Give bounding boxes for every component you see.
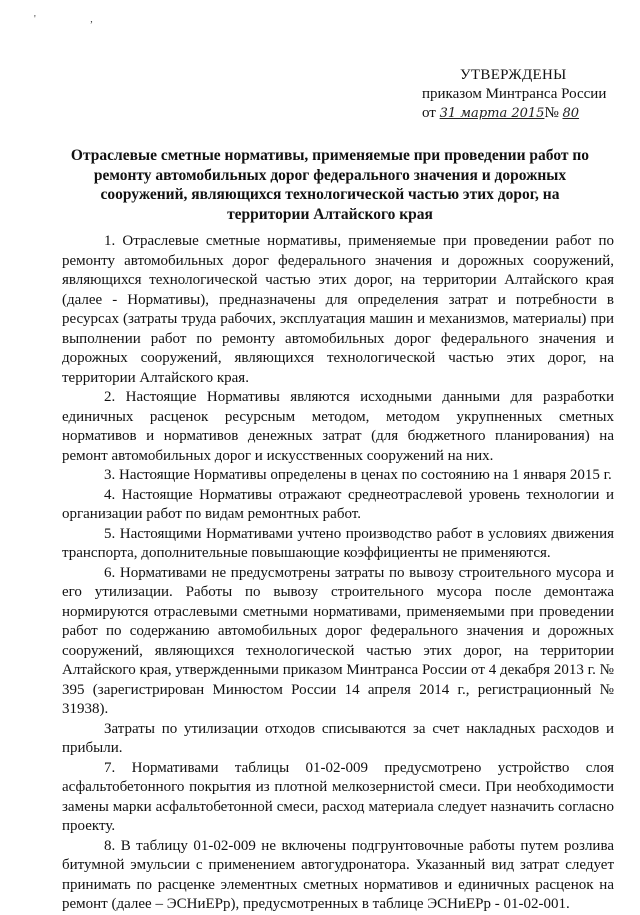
- paragraph-4: 4. Настоящие Нормативы отражают среднеотраслевой уровень технологии и организации работ по видам ремонтных работ.: [62, 486, 614, 522]
- approval-title: УТВЕРЖДЕНЫ: [460, 67, 567, 83]
- approval-order-text: приказом Минтранса России: [422, 86, 607, 102]
- approval-stamp-block: [420, 66, 620, 123]
- approval-date-line: [420, 104, 620, 123]
- paragraph-5: 5. Настоящими Нормативами учтено производство работ в условиях движения транспорта, дополнительные повышающие коэффициенты не применяются.: [62, 525, 614, 561]
- scan-specks: ' ,: [34, 14, 119, 25]
- date-prefix: от: [422, 105, 436, 121]
- number-prefix: №: [544, 105, 559, 121]
- paragraph-2: 2. Настоящие Нормативы являются исходными данными для разработки единичных расценок ресурсным методом, методом укрупненных сметных нормативов и нормативов денежных затрат (для бюджетного планирования) на ремонт автомобильных дорог и искусственных сооружений на них.: [62, 389, 614, 464]
- paragraph-3: 3. Настоящие Нормативы определены в ценах по состоянию на 1 января 2015 г.: [104, 467, 612, 483]
- handwritten-order-number: 80: [562, 106, 580, 121]
- document-title: Отраслевые сметные нормативы, применяемые при проведении работ по ремонту автомобильных дорог федерального значения и дорожных сооружений, являющихся технологической частью этих дорог, на территории Алтайского края: [70, 147, 590, 223]
- document-body: [62, 232, 614, 915]
- paragraph-7: 7. Нормативами таблицы 01-02-009 предусмотрено устройство слоя асфальтобетонного покрытия из плотной мелкозернистой смеси. При необходимости замены марки асфальтобетонной смеси, расход материала следует назначить согласно проекту.: [62, 759, 614, 834]
- paragraph-1: 1. Отраслевые сметные нормативы, применяемые при проведении работ по ремонту автомобильных дорог федерального значения и дорожных сооружений, являющихся технологической частью этих дорог, на территории Алтайского края (далее - Нормативы), предназначены для определения затрат и потребности в ресурсах (затраты труда рабочих, эксплуатация машин и механизмов, материалы) при выполнении работ по ремонту автомобильных дорог федерального значения и дорожных сооружений, являющихся технологической частью этих дорог, на территории Алтайского края.: [62, 233, 614, 386]
- paragraph-6: 6. Нормативами не предусмотрены затраты по вывозу строительного мусора и его утилизации. Работы по вывозу строительного мусора после демонтажа нормируются отраслевыми сметными нормативами, применяемыми при проведении работ по содержанию автомобильных дорог федерального значения и дорожных сооружений, являющихся технологической частью этих дорог, на территории Алтайского края, утвержденными приказом Минтранса России от 4 декабря 2013 г. № 395 (зарегистрирован Минюстом России 14 апреля 2014 г., регистрационный № 31938).: [62, 564, 614, 717]
- paragraph-6-note: Затраты по утилизации отходов списываются за счет накладных расходов и прибыли.: [62, 720, 614, 756]
- handwritten-date: 31 марта 2015: [439, 106, 545, 121]
- paragraph-8: 8. В таблицу 01-02-009 не включены подгрунтовочные работы путем розлива битумной эмульсии с применением автогудронатора. Указанный вид затрат следует принимать по расценке элементных сметных нормативов и единичных расценок на ремонт (далее – ЭСНиЕРр), предусмотренных в таблице ЭСНиЕРр - 01-02-001.: [62, 837, 614, 912]
